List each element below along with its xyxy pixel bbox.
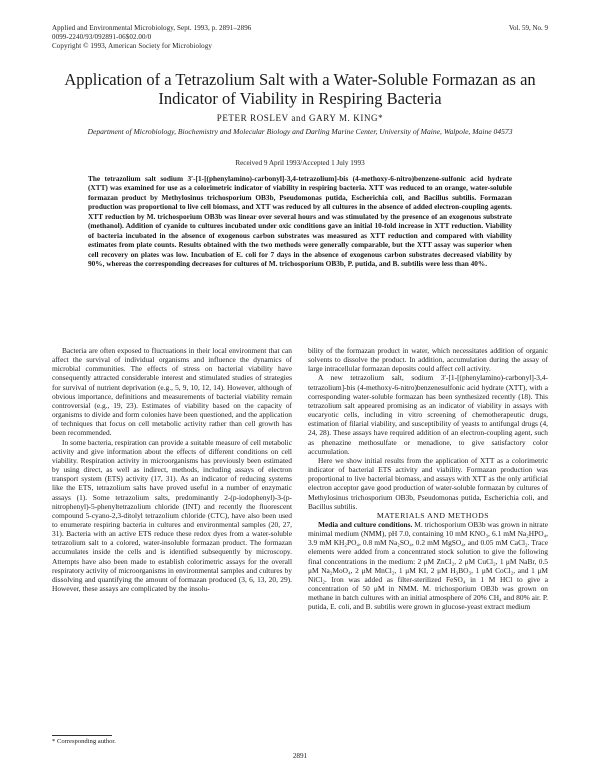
journal-header	[52, 24, 251, 51]
methods-subheading: Media and culture conditions.	[318, 519, 413, 529]
copyright-line: Copyright © 1993, American Society for Microbiology	[52, 42, 212, 50]
issn-line: 0099-2240/93/092891-06$02.00/0	[52, 33, 152, 41]
intro-paragraph-2: In some bacteria, respiration can provide a suitable measure of cell metabolic activity and give information about the effects of different conditions on cell viability. Respiration activity in microorganisms has previously been estimated by using direct, as well as indirect, methods, including assays of electron transport system (ETS) activity (17, 31). As an indicator of reducing systems like the ETS, tetrazolium salts have proved useful in a number of enzymatic assays (1). Some tetrazolium salts, predominantly 2-(p-iodophenyl)-3-(p-nitrophenyl)-5-phenyltetrazolium chloride (INT) and recently the fluorescent compound 5-cyano-2,3-ditolyl tetrazolium chloride (CTC), have also been used to enumerate respiring bacteria in cultures and environmental samples (20, 27, 31). Bacteria with an active ETS reduce these redox dyes from a water-soluble tetrazolium salt to a colored, water-insoluble formazan product. The formazan accumulates inside the cells and is identified subsequently by microscopy. Attempts have also been made to establish colorimetric assays for the overall respiratory activity of microorganisms in environmental samples and cultures by dissolving and quantifying the amount of formazan produced (3, 6, 13, 20, 29). However, these assays are complicated by the insolu-	[52, 437, 292, 594]
footnote: * Corresponding author.	[52, 738, 116, 745]
right-column	[308, 346, 548, 612]
left-column	[52, 346, 292, 593]
footnote-divider	[52, 735, 112, 736]
received-date: Received 9 April 1993/Accepted 1 July 1993	[235, 159, 365, 167]
volume-label: Vol. 59, No. 9	[508, 24, 548, 32]
abstract: The tetrazolium salt sodium 3′-[1-[(phenylamino)-carbonyl]-3,4-tetrazolium]-bis (4-methoxy-6-nitro)benzene-sulfonic acid hydrate (XTT) was examined for use as a colorimetric indicator of viability in respiring bacteria. XTT was reduced to an orange, water-soluble formazan product by Methylosinus trichosporium OB3b, Pseudomonas putida, Escherichia coli, and Bacillus subtilis. Formazan production was proportional to live cell biomass, and XTT was reduced by all cultures in the absence of added electron-coupling agents. XTT reduction by M. trichosporium OB3b was linear over several hours and was stimulated by the presence of an exogenous substrate (methanol). Addition of cyanide to cultures incubated under oxic conditions gave an initial 10-fold increase in XTT reduction. Viability of bacteria incubated in the absence of exogenous carbon substrates was measured as XTT reduction and compared with viability estimates from plate counts. Results obtained with the two methods were generally comparable, but the XTT assay was superior when cell recovery on plates was low. Incubation of E. coli for 7 days in the absence of exogenous carbon substrates decreased viability by 90%, whereas the corresponding decreases for cultures of M. trichosporium OB3b, P. putida, and B. subtilis were less than 40%.	[88, 174, 512, 269]
section-heading: MATERIALS AND METHODS	[376, 510, 490, 520]
intro-paragraph-5: Here we show initial results from the application of XTT as a colorimetric indicator of bacterial ETS activity and viability. Formazan production was proportional to live bacterial biomass, and assays with XTT as the only artificial electron acceptor gave good production of water-soluble formazan by cultures of Methylosinus trichosporium OB3b, Pseudomonas putida, Escherichia coli, and Bacillus subtilis.	[308, 455, 548, 511]
methods-text: M. trichosporium OB3b was grown in nitrate minimal medium (NMM), pH 7.0, containing 10 mM KNO₃, 6.1 mM Na₂HPO₄, 3.9 mM KH₂PO₄, 0.8 mM Na₂SO₄, 0.2 mM MgSO₄, and 0.05 mM CaCl₂. Trace elements were added from a concentrated stock solution to give the following final concentrations in the medium: 2 μM ZnCl₂, 2 μM CuCl₂, 1 μM NaBr, 0.5 μM Na₂MoO₄, 2 μM MnCl₂, 1 μM KI, 2 μM H₃BO₃, 1 μM CoCl₂, and 1 μM NiCl₂. Iron was added as filter-sterilized FeSO₄ in 1 M HCl to give a concentration of 50 μM in NMM. M. trichosporium OB3b was grown on methane in batch cultures with an initial atmosphere of 20% CH₄ and 80% air. P. putida, E. coli, and B. subtilis were grown in glucose-yeast extract medium	[308, 519, 548, 612]
intro-paragraph-1: Bacteria are often exposed to fluctuations in their local environment that can affect the survival of individual organisms and influence the dynamics of microbial communities. The effects of stress on bacterial viability have consequently attracted considerable interest and stimulated studies of strategies for survival of nutrient deprivation (e.g., 5, 9, 10, 12, 14). However, although of obvious importance, definitions and measurements of bacterial viability remain controversial (e.g., 19, 23). Estimates of viability based on the capacity of organisms to divide and form colonies have been questioned, and the application of techniques that focus on cell metabolic activity rather than cell growth has been recommended.	[52, 346, 292, 438]
page-number: 2891	[292, 752, 308, 760]
article-title: Application of a Tetrazolium Salt with a Water-Soluble Formazan as an Indicator of Viability in Respiring Bacteria	[64, 70, 536, 108]
methods-paragraph	[308, 520, 548, 612]
journal-line: Applied and Environmental Microbiology, Sept. 1993, p. 2891–2896	[52, 24, 252, 32]
author-list: PETER ROSLEV and GARY M. KING*	[216, 113, 384, 123]
intro-paragraph-3: bility of the formazan product in water, which necessitates addition of organic solvents to dissolve the product. In addition, accumulation during the assay of large intracellular formazan deposits could affect cell activity.	[308, 346, 548, 374]
affiliation: Department of Microbiology, Biochemistry and Molecular Biology and Darling Marine Center, University of Maine, Walpole, Maine 04573	[87, 127, 513, 136]
intro-paragraph-4: A new tetrazolium salt, sodium 3′-[1-[(phenylamino)-carbonyl]-3,4-tetrazolium]-bis (4-methoxy-6-nitro)benzenesulfonic acid hydrate (XTT), with a corresponding water-soluble formazan has been synthesized recently (18). This tetrazolium salt appeared promising as an indicator of viability in assays with eucaryotic cells, including in vitro screening of chemotherapeutic drugs, estimation of filarial viability, and susceptibility of yeasts to antifungal drugs (4, 24, 28). These assays have required addition of an electron-coupling agent, such as phenazine methosulfate or menadione, to give satisfactory color accumulation.	[308, 373, 548, 456]
